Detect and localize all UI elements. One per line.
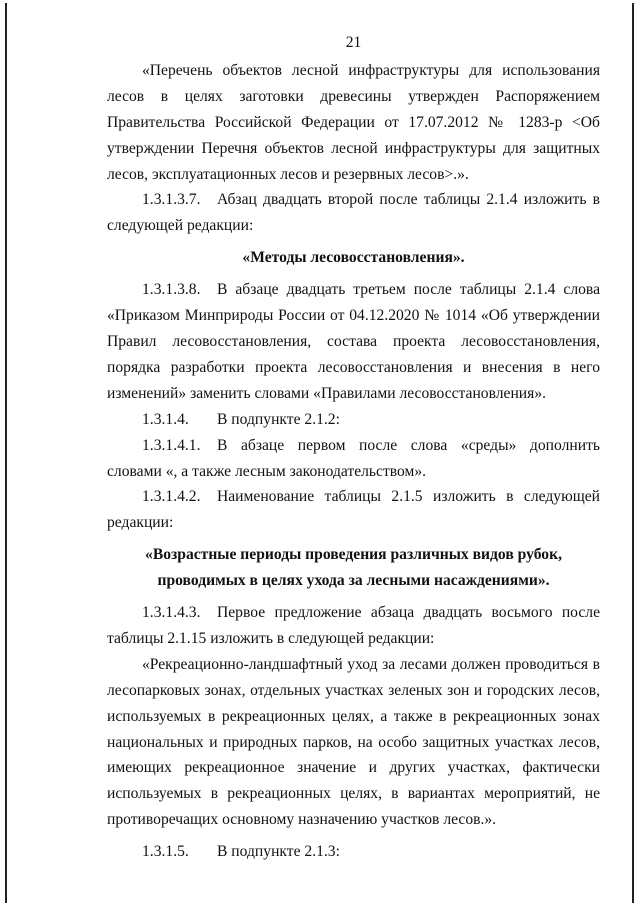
paragraph-number: 1.3.1.4.1. [142,436,201,454]
paragraph-1-3-1-4-2: 1.3.1.4.2. Наименование таблицы 2.1.5 изложить в следующей редакции: [107,484,600,536]
paragraph-number: 1.3.1.5. [142,843,189,861]
paragraph-1-3-1-4: 1.3.1.4. В подпункте 2.1.2: [107,407,600,433]
paragraph-quote-infrastructure: «Перечень объектов лесной инфраструктуры для использования лесов в целях заготовки древесины утвержден Распоряжением Правительства Российской Федерации от 17.07.2012 № 1283-р <Об утверждении Перечня объектов лесной инфраструктуры для защитных лесов, эксплуатационных лесов и резервных лесов>.». [107,61,600,183]
paragraph-1-3-1-4-3: 1.3.1.4.3. Первое предложение абзаца двадцать восьмого после таблицы 2.1.15 изложить в следующей редакции: [107,600,600,652]
paragraph-number: 1.3.1.3.7. [142,191,201,209]
paragraph-1-3-1-5: 1.3.1.5. В подпункте 2.1.3: [107,839,600,865]
paragraph-number: 1.3.1.4. [142,410,189,428]
heading-cutting-periods: «Возрастные периоды проведения различных видов рубок, проводимых в целях ухода за лесными насаждениями». [145,546,562,590]
paragraph-1-3-1-3-7: 1.3.1.3.7. Абзац двадцать второй после таблицы 2.1.4 изложить в следующей редакции: [107,187,600,239]
paragraph-1-3-1-4-1: 1.3.1.4.1. В абзаце первом после слова «среды» дополнить словами «, а также лесным законодательством». [107,433,600,485]
paragraph-number: 1.3.1.3.8. [142,281,201,299]
paragraph-number: 1.3.1.4.2. [142,488,201,506]
page-number: 21 [345,34,362,51]
paragraph-quote-recreational-care: «Рекреационно-ландшафтный уход за лесами должен проводиться в лесопарковых зонах, отдельных участках зеленых зон и городских лесов, используемых в рекреационных целях, а также в рекреационных зонах национальных и природных парков, на особо защитных участках лесов, имеющих рекреационное значение и других участках, фактически используемых в рекреационных целях, в вариантах мероприятий, не противоречащих основному назначению участков лесов.». [107,655,600,829]
heading-reforestation-methods: «Методы лесовосстановления». [242,249,465,267]
document-page [107,30,600,865]
paragraph-number: 1.3.1.4.3. [142,604,201,622]
paragraph-1-3-1-3-8: 1.3.1.3.8. В абзаце двадцать третьем после таблицы 2.1.4 слова «Приказом Минприроды России от 04.12.2020 № 1014 «Об утверждении Правил лесовосстановления, состава проекта лесовосстановления, порядка разработки проекта лесовосстановления и внесения в него изменений» заменить словами «Правилами лесовосстановления». [107,277,600,407]
